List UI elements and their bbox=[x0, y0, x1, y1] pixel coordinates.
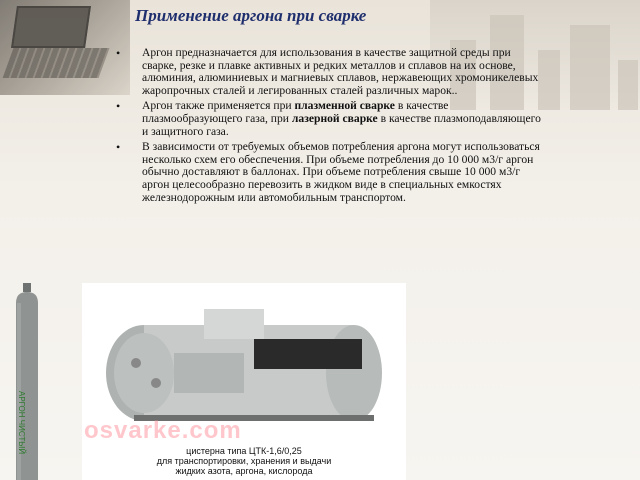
bullet-text: Аргон предназначается для использования в качестве защитной среды при сварке, резке и плавке активных и редких металлов и сплавов на их основе, алюминия, алюминиевых и магниевых сплавов, нержавеющих хромоникелевых жаропрочных сталей и легированных сталей различных марок.. bbox=[142, 46, 539, 97]
bullet-emphasis: плазменной сварке bbox=[294, 99, 395, 113]
bullet-item bbox=[116, 141, 548, 204]
caption-line-2: для транспортировки, хранения и выдачи bbox=[156, 456, 332, 466]
bullet-text: в качестве плазмоподавляющего и защитного газа. bbox=[142, 111, 541, 138]
bullet-text: В зависимости от требуемых объемов потребления аргона могут использоваться несколько схем его обеспечения. При объеме потребления до 10 000 м3/г аргон обычно доставляют в баллонах. При объеме потребления свыше 10 000 м3/г аргон целесообразно перевозить в жидком виде в специальных емкостях железнодорожным или автомобильным транспортом. bbox=[142, 140, 540, 204]
decor-laptop-image bbox=[0, 0, 130, 95]
caption-line-1: цистерна типа ЦТК-1,6/0,25 bbox=[186, 446, 302, 456]
bullet-item bbox=[116, 100, 548, 138]
tank-photo bbox=[82, 283, 406, 480]
bullet-list bbox=[116, 47, 548, 207]
decor-laptop-keyboard bbox=[3, 48, 110, 78]
cylinder-label-text: АРГОН ЧИСТЫЙ bbox=[17, 391, 26, 455]
bullet-text: в качестве плазмообразующего газа, при bbox=[142, 99, 449, 125]
bullet-emphasis: лазерной сварке bbox=[291, 111, 378, 125]
argon-cylinder-image bbox=[10, 281, 44, 480]
caption-line-3: жидких азота, аргона, кислорода bbox=[175, 466, 313, 476]
cryogenic-tank-image bbox=[104, 303, 386, 423]
slide-title: Применение аргона при сварке bbox=[135, 6, 367, 25]
cylinder-label bbox=[17, 391, 26, 454]
bullet-text: Аргон также применяется при bbox=[142, 99, 295, 113]
decor-laptop-screen bbox=[11, 6, 91, 48]
bullet-item bbox=[116, 47, 548, 97]
watermark-text: osvarke.com bbox=[84, 417, 242, 444]
